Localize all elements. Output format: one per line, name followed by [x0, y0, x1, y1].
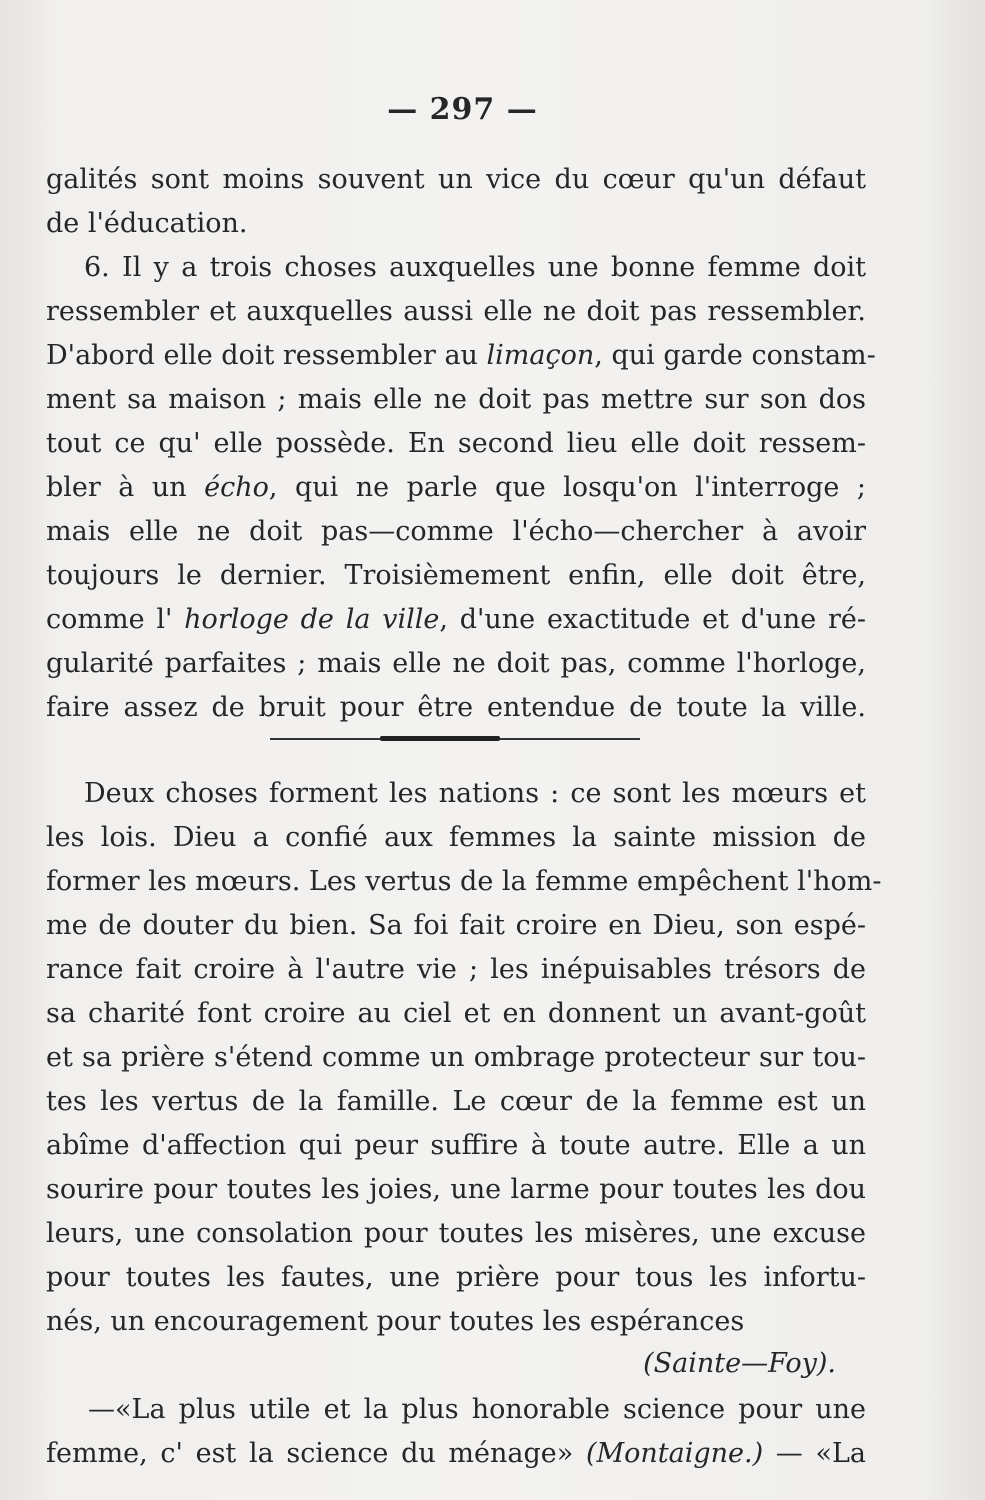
text-segment: — «La [775, 1438, 867, 1469]
text-line: abîme d'affection qui peur suffire à toute autre. Elle a un [46, 1130, 866, 1161]
text-line: nés, un encouragement pour toutes les espérances [46, 1306, 745, 1337]
text-line [46, 598, 866, 642]
text-line: toujours le dernier. Troisièmement enfin, elle doit être, [46, 560, 866, 591]
text-line: me de douter du bien. Sa foi fait croire en Dieu, son espé- [46, 910, 866, 941]
text-line: gularité parfaites ; mais elle ne doit pas, comme l'horloge, [46, 648, 866, 679]
text-line: —«La plus utile et la plus honorable science pour une [88, 1394, 866, 1425]
italic-term-limacon: limaçon [486, 340, 595, 371]
text-segment: , d'une exactitude et d'une ré- [439, 604, 866, 635]
attribution-montaigne: (Montaigne.) [585, 1438, 764, 1469]
attribution-sainte-foy: (Sainte—Foy). [643, 1348, 836, 1379]
text-line: ressembler et auxquelles aussi elle ne doit pas ressembler. [46, 296, 866, 327]
text-line [46, 1432, 866, 1476]
text-line: mais elle ne doit pas—comme l'écho—chercher à avoir [46, 516, 866, 547]
text-line: de l'éducation. [46, 208, 248, 239]
text-line: 6. Il y a trois choses auxquelles une bonne femme doit [84, 252, 866, 283]
text-segment: femme, c' est la science du ménage» [46, 1438, 574, 1469]
text-line: tout ce qu' elle possède. En second lieu elle doit ressem- [46, 428, 866, 459]
text-line: et sa prière s'étend comme un ombrage protecteur sur tou- [46, 1042, 866, 1073]
text-line: sa charité font croire au ciel et en donnent un avant-goût [46, 998, 866, 1029]
italic-term-echo: écho [204, 472, 269, 503]
text-line: sourire pour toutes les joies, une larme pour toutes les dou [46, 1174, 866, 1205]
text-line: pour toutes les fautes, une prière pour tous les infortu- [46, 1262, 866, 1293]
section-divider-center [380, 736, 500, 741]
text-line: rance fait croire à l'autre vie ; les inépuisables trésors de [46, 954, 866, 985]
text-segment: comme l' [46, 604, 185, 635]
text-line: former les mœurs. Les vertus de la femme empêchent l'hom- [46, 866, 882, 897]
text-segment: , qui ne parle que losqu'on l'interroge ; [268, 472, 866, 503]
text-line: leurs, une consolation pour toutes les misères, une excuse [46, 1218, 866, 1249]
text-line [46, 334, 876, 378]
text-line: les lois. Dieu a confié aux femmes la sainte mission de [46, 822, 866, 853]
text-line: tes les vertus de la famille. Le cœur de la femme est un [46, 1086, 866, 1117]
text-line: ment sa maison ; mais elle ne doit pas mettre sur son dos [46, 384, 866, 415]
page-number: — 297 — [387, 92, 538, 127]
text-line [46, 466, 866, 510]
text-segment: D'abord elle doit ressembler au [46, 340, 487, 371]
italic-term-horloge: horloge de la ville [184, 604, 440, 635]
text-segment: , qui garde constam- [594, 340, 876, 371]
text-line: faire assez de bruit pour être entendue de toute la ville. [46, 692, 866, 723]
text-segment: bler à un [46, 472, 205, 503]
text-line: Deux choses forment les nations : ce sont les mœurs et [84, 778, 866, 809]
text-line: galités sont moins souvent un vice du cœur qu'un défaut [46, 164, 866, 195]
